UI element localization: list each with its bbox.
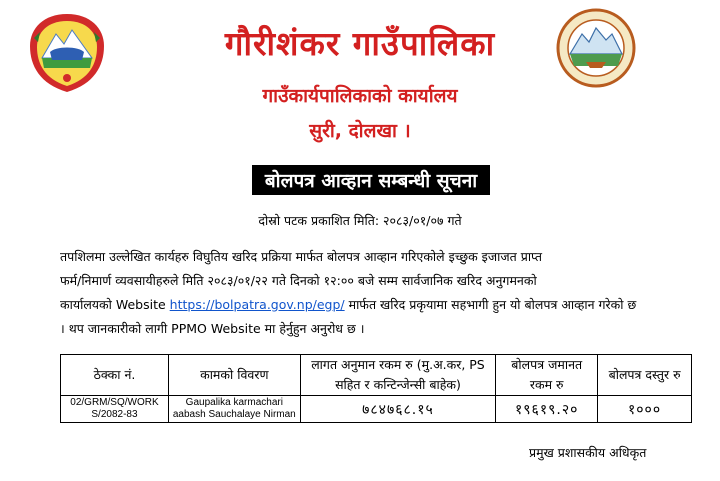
body-line-text: कार्यालयको Website — [60, 297, 170, 312]
body-line: तपशिलमा उल्लेखित कार्यहरु विघुतिय खरिद प्रक्रिया मार्फत बोलपत्र आव्हान गरिएकोले इच्छुक इजाजत प्राप्त — [60, 249, 543, 264]
cell-cost-estimate: ७८४७६८.१५ — [300, 396, 496, 423]
tender-table — [60, 354, 692, 423]
header-description: कामको विवरण — [168, 355, 300, 396]
header-bid-security: बोलपत्र जमानत रकम रु — [496, 355, 598, 396]
office-address: सुरी, दोलखा । — [309, 120, 411, 142]
header-cost-estimate: लागत अनुमान रकम रु (मु.अ.कर, PS सहित र कन्टिन्जेन्सी बाहेक) — [300, 355, 496, 396]
header-contract-no: ठेक्का नं. — [61, 355, 169, 396]
notice-heading: बोलपत्र आव्हान सम्बन्धी सूचना — [252, 165, 490, 195]
municipality-title: गौरीशंकर गाउँपालिका — [224, 24, 496, 63]
bolpatra-link[interactable]: https://bolpatra.gov.np/egp/ — [169, 297, 345, 312]
cell-bid-security: १९६१९.२० — [496, 396, 598, 423]
cell-contract-no: 02/GRM/SQ/WORK S/2082-83 — [61, 396, 169, 423]
published-date: दोस्रो पटक प्रकाशित मिति: २०८३/०१/०७ गते — [258, 213, 462, 228]
body-line: । थप जानकारीको लागी PPMO Website मा हेर्नुहुन अनुरोध छ । — [60, 321, 365, 336]
table-row — [61, 396, 692, 423]
notice-body — [60, 245, 700, 341]
body-line — [60, 293, 700, 317]
signatory: प्रमुख प्रशासकीय अधिकृत — [529, 445, 647, 460]
cell-bid-fee: १००० — [598, 396, 692, 423]
header-bid-fee: बोलपत्र दस्तुर रु — [598, 355, 692, 396]
table-header-row — [61, 355, 692, 396]
office-name: गाउँकार्यपालिकाको कार्यालय — [262, 85, 458, 107]
body-line: फर्म/निमार्ण व्यवसायीहरुले मिति २०८३/०१/२२ गते दिनको १२:०० बजे सम्म सार्वजानिक खरिद अनुगमनको — [60, 273, 537, 288]
cell-description: Gaupalika karmachari aabash Sauchalaye Nirman — [168, 396, 300, 423]
body-line-text: मार्फत खरिद प्रकृयामा सहभागी हुन यो बोलपत्र आव्हान गरेको छ — [344, 297, 637, 312]
